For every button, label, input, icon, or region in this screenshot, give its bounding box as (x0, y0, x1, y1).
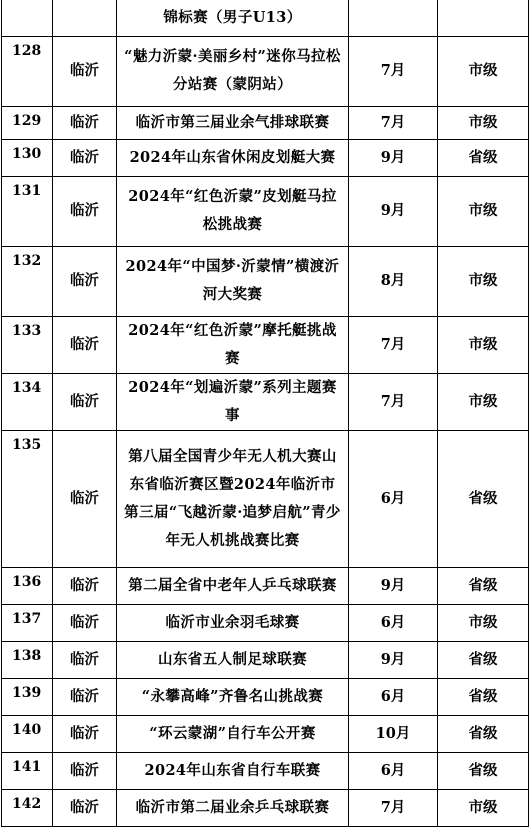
cell-city: 临沂 (53, 678, 117, 715)
table-row (2, 373, 529, 430)
cell-level: 省级 (438, 139, 529, 176)
cell-level: 市级 (438, 106, 529, 139)
cell-city: 临沂 (53, 106, 117, 139)
cell-event-name: 2024年山东省休闲皮划艇大赛 (117, 139, 349, 176)
table-row-continued (2, 0, 529, 36)
cell-event-name: 山东省五人制足球联赛 (117, 641, 349, 678)
cell-event-name: 临沂市第三届业余气排球联赛 (117, 106, 349, 139)
cell-city: 临沂 (53, 641, 117, 678)
cell-month: 8月 (349, 246, 438, 316)
table-row (2, 789, 529, 826)
cell-month: 9月 (349, 176, 438, 246)
table-row (2, 715, 529, 752)
table-row (2, 106, 529, 139)
table-row (2, 316, 529, 373)
cell-event-name: 2024年“中国梦·沂蒙情”横渡沂河大奖赛 (117, 246, 349, 316)
cell-level (438, 0, 529, 36)
cell-level: 省级 (438, 641, 529, 678)
cell-level: 市级 (438, 373, 529, 430)
cell-event-name: “永攀高峰”齐鲁名山挑战赛 (117, 678, 349, 715)
cell-number: 131 (2, 176, 53, 246)
cell-level: 省级 (438, 715, 529, 752)
cell-number: 130 (2, 139, 53, 176)
cell-event-name: “魅力沂蒙·美丽乡村”迷你马拉松分站赛（蒙阴站） (117, 36, 349, 106)
cell-month: 7月 (349, 36, 438, 106)
cell-event-name: 2024年“红色沂蒙”摩托艇挑战赛 (117, 316, 349, 373)
cell-city: 临沂 (53, 752, 117, 789)
cell-event-name: “环云蒙湖”自行车公开赛 (117, 715, 349, 752)
cell-month: 7月 (349, 789, 438, 826)
cell-month: 6月 (349, 604, 438, 641)
cell-month: 6月 (349, 752, 438, 789)
cell-city: 临沂 (53, 36, 117, 106)
cell-month: 7月 (349, 316, 438, 373)
cell-event-name: 临沂市业余羽毛球赛 (117, 604, 349, 641)
cell-level: 市级 (438, 36, 529, 106)
cell-level: 市级 (438, 604, 529, 641)
cell-event-name: 锦标赛（男子U13） (117, 0, 349, 36)
cell-month: 6月 (349, 678, 438, 715)
cell-number: 140 (2, 715, 53, 752)
cell-city: 临沂 (53, 246, 117, 316)
cell-city: 临沂 (53, 430, 117, 567)
events-table (1, 0, 529, 827)
cell-city: 临沂 (53, 373, 117, 430)
cell-level: 市级 (438, 789, 529, 826)
cell-number: 139 (2, 678, 53, 715)
cell-event-name: 临沂市第二届业余乒乓球联赛 (117, 789, 349, 826)
cell-month: 6月 (349, 430, 438, 567)
cell-level: 省级 (438, 567, 529, 604)
table-row (2, 246, 529, 316)
table-row (2, 430, 529, 567)
table-row (2, 678, 529, 715)
cell-number: 142 (2, 789, 53, 826)
cell-city: 临沂 (53, 789, 117, 826)
cell-level: 市级 (438, 176, 529, 246)
cell-number: 141 (2, 752, 53, 789)
cell-number (2, 0, 53, 36)
cell-number: 132 (2, 246, 53, 316)
cell-event-name: 2024年“划遍沂蒙”系列主题赛事 (117, 373, 349, 430)
table-row (2, 752, 529, 789)
table-row (2, 604, 529, 641)
cell-level: 市级 (438, 316, 529, 373)
cell-number: 134 (2, 373, 53, 430)
cell-number: 137 (2, 604, 53, 641)
cell-number: 133 (2, 316, 53, 373)
cell-event-name: 第八届全国青少年无人机大赛山东省临沂赛区暨2024年临沂市第三届“飞越沂蒙·追梦启航”青少年无人机挑战赛比赛 (117, 430, 349, 567)
cell-month: 9月 (349, 641, 438, 678)
cell-city: 临沂 (53, 604, 117, 641)
cell-level: 省级 (438, 752, 529, 789)
table-row (2, 36, 529, 106)
cell-number: 129 (2, 106, 53, 139)
cell-city (53, 0, 117, 36)
cell-number: 128 (2, 36, 53, 106)
cell-event-name: 第二届全省中老年人乒乓球联赛 (117, 567, 349, 604)
table-row (2, 176, 529, 246)
cell-event-name: 2024年山东省自行车联赛 (117, 752, 349, 789)
cell-city: 临沂 (53, 715, 117, 752)
cell-month: 9月 (349, 567, 438, 604)
cell-city: 临沂 (53, 176, 117, 246)
cell-level: 省级 (438, 678, 529, 715)
cell-month: 9月 (349, 139, 438, 176)
table-row (2, 567, 529, 604)
cell-city: 临沂 (53, 139, 117, 176)
cell-month (349, 0, 438, 36)
cell-number: 136 (2, 567, 53, 604)
cell-event-name: 2024年“红色沂蒙”皮划艇马拉松挑战赛 (117, 176, 349, 246)
events-table-body (2, 0, 529, 826)
table-row (2, 641, 529, 678)
cell-level: 省级 (438, 430, 529, 567)
cell-month: 7月 (349, 373, 438, 430)
cell-month: 7月 (349, 106, 438, 139)
cell-number: 138 (2, 641, 53, 678)
cell-city: 临沂 (53, 316, 117, 373)
cell-city: 临沂 (53, 567, 117, 604)
cell-level: 市级 (438, 246, 529, 316)
table-row (2, 139, 529, 176)
cell-number: 135 (2, 430, 53, 567)
cell-month: 10月 (349, 715, 438, 752)
